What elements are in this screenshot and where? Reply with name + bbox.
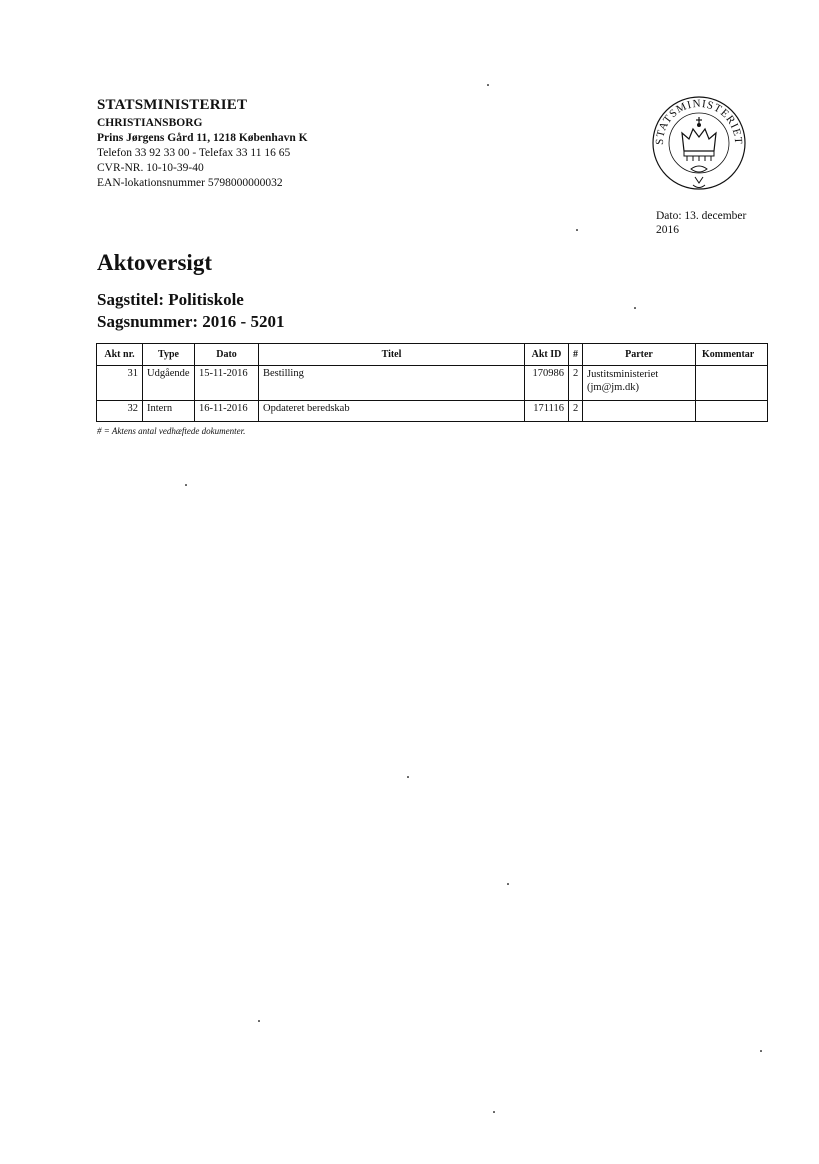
cell-type: Udgående: [143, 366, 195, 401]
table-header-row: [97, 344, 768, 366]
column-header-akt-nr: Akt nr.: [97, 344, 143, 366]
scan-speck: [760, 1050, 762, 1052]
cell-dato: 15-11-2016: [195, 366, 259, 401]
scan-speck: [185, 484, 187, 486]
acts-table: [96, 343, 768, 422]
organization-name: STATSMINISTERIET: [97, 97, 248, 113]
date-line-2: 2016: [656, 224, 679, 236]
organization-address: Prins Jørgens Gård 11, 1218 København K: [97, 132, 308, 144]
seal-text: STATSMINISTERIET: [653, 97, 745, 146]
scan-speck: [407, 776, 409, 778]
document-date: [656, 209, 746, 237]
cell-akt-id: 171116: [525, 401, 569, 422]
table-footnote: # = Aktens antal vedhæftede dokumenter.: [97, 426, 246, 436]
scan-speck: [493, 1111, 495, 1113]
cell-akt-id: 170986: [525, 366, 569, 401]
page-title: Aktoversigt: [97, 250, 212, 275]
organization-phone: Telefon 33 92 33 00 - Telefax 33 11 16 65: [97, 147, 291, 159]
table-row: [97, 401, 768, 422]
organization-cvr: CVR-NR. 10-10-39-40: [97, 162, 204, 174]
case-number: Sagsnummer: 2016 - 5201: [97, 312, 285, 331]
table-row: [97, 366, 768, 401]
column-header-titel: Titel: [259, 344, 525, 366]
column-header-count: #: [569, 344, 583, 366]
cell-parter: [583, 401, 696, 422]
scan-speck: [507, 883, 509, 885]
cell-parter: Justitsministeriet (jm@jm.dk): [583, 366, 696, 401]
cell-akt-nr: 31: [97, 366, 143, 401]
column-header-akt-id: Akt ID: [525, 344, 569, 366]
cell-type: Intern: [143, 401, 195, 422]
column-header-kommentar: Kommentar: [696, 344, 768, 366]
cell-kommentar: [696, 401, 768, 422]
letterhead: [97, 97, 308, 191]
cell-count: 2: [569, 366, 583, 401]
scan-speck: [634, 307, 636, 309]
cell-kommentar: [696, 366, 768, 401]
cell-titel: Bestilling: [259, 366, 525, 401]
column-header-type: Type: [143, 344, 195, 366]
organization-subtitle: CHRISTIANSBORG: [97, 117, 203, 129]
case-title: Sagstitel: Politiskole: [97, 290, 244, 309]
cell-dato: 16-11-2016: [195, 401, 259, 422]
cell-count: 2: [569, 401, 583, 422]
scan-speck: [487, 84, 489, 86]
cell-titel: Opdateret beredskab: [259, 401, 525, 422]
column-header-parter: Parter: [583, 344, 696, 366]
crown-seal-icon: [651, 93, 747, 195]
organization-ean: EAN-lokationsnummer 5798000000032: [97, 177, 283, 189]
scan-speck: [576, 229, 578, 231]
column-header-dato: Dato: [195, 344, 259, 366]
scan-speck: [258, 1020, 260, 1022]
cell-akt-nr: 32: [97, 401, 143, 422]
date-line-1: Dato: 13. december: [656, 210, 747, 222]
